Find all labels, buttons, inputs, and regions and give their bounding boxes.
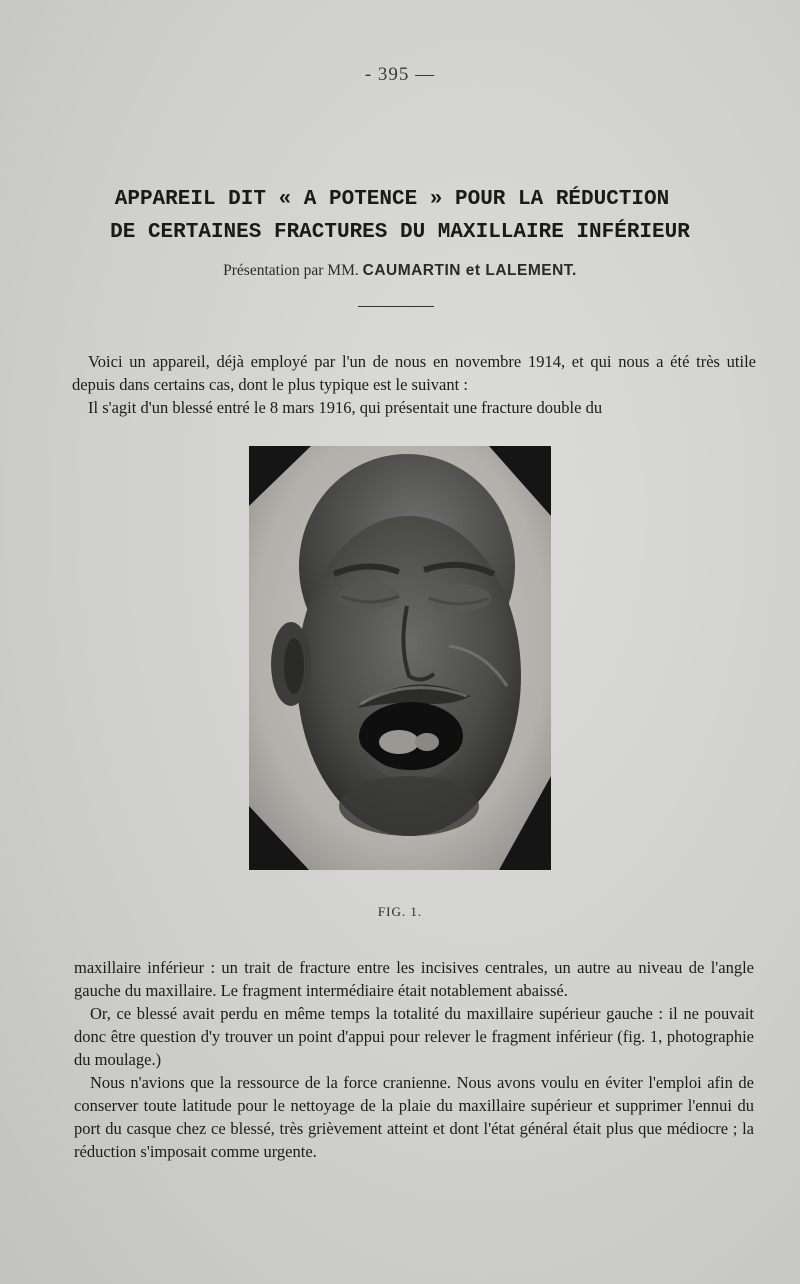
article-title-line-2: DE CERTAINES FRACTURES DU MAXILLAIRE INFÉRIEUR	[110, 221, 690, 244]
intro-text	[72, 350, 756, 419]
intro-paragraph-1: Voici un appareil, déjà employé par l'un de nous en novembre 1914, et qui nous a été très utile depuis dans certains cas, dont le plus typique est le suivant :	[72, 352, 756, 394]
figure-1-photograph	[249, 446, 551, 870]
body-paragraph-3: Nous n'avions que la ressource de la force cranienne. Nous avons voulu en éviter l'emploi afin de conserver toute latitude pour le nettoyage de la plaie du maxillaire supérieur et supprimer l'ennui du port du casque chez ce blessé, très grièvement atteint et dont l'état général était plus que médiocre ; la réduction s'imposait comme urgente.	[74, 1073, 754, 1161]
author-credit	[0, 262, 800, 280]
body-paragraph-2: Or, ce blessé avait perdu en même temps la totalité du maxillaire supérieur gauche : il ne pouvait donc être question d'y trouver un point d'appui pour relever le fragment inférieur (fig. 1, photographie du moulage.)	[74, 1004, 754, 1069]
page-number: - 395 —	[364, 64, 436, 85]
intro-paragraph-2: Il s'agit d'un blessé entré le 8 mars 1916, qui présentait une fracture double du	[88, 398, 603, 417]
author-credit-prefix: Présentation par MM.	[223, 262, 359, 279]
article-title-line-1: APPAREIL DIT « A POTENCE » POUR LA RÉDUCTION	[114, 188, 670, 211]
body-text	[74, 956, 754, 1163]
face-cast-photo-image	[249, 446, 551, 870]
figure-caption: FIG. 1.	[377, 904, 423, 919]
author-names: CAUMARTIN et LALEMENT.	[362, 262, 577, 279]
body-paragraph-1: maxillaire inférieur : un trait de fracture entre les incisives centrales, un autre au niveau de l'angle gauche du maxillaire. Le fragment intermédiaire était notablement abaissé.	[74, 958, 754, 1000]
title-divider	[358, 306, 434, 307]
